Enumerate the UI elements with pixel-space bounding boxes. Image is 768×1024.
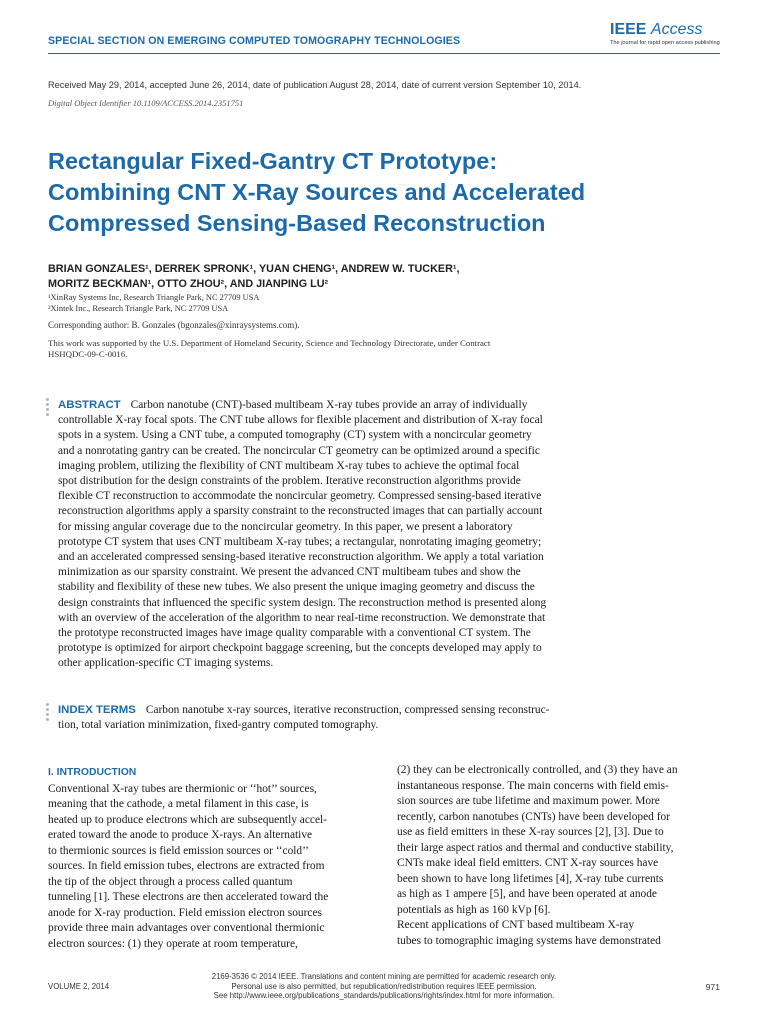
body-line: sources. In field emission tubes, electrons are extracted from <box>48 860 325 872</box>
abstract-line: with an overview of the acceleration of the algorithm to near real-time reconstruction. We demonstrate that <box>58 611 546 624</box>
body-line: potentials as high as 160 kVp [6]. <box>397 903 551 916</box>
body-line: their large aspect ratios and thermal and conductive stability, <box>397 841 674 854</box>
abstract-heading: ABSTRACT <box>58 399 121 411</box>
abstract-line: minimization as our sparsity constraint. We present the advanced CNT multibeam tubes and show the <box>58 566 521 579</box>
abstract-line: reconstruction algorithms apply a sparsity constraint to the reconstructed images that can partially account <box>58 505 543 518</box>
affiliation: ²Xintek Inc., Research Triangle Park, NC 27709 USA <box>48 303 229 313</box>
abstract-line: spots in a system. Using a CNT tube, a computed tomography (CT) system with a noncircular geometry <box>58 429 532 442</box>
body-line: to thermionic sources is field emission sources or ‘‘cold’’ <box>48 844 309 857</box>
abstract-line: prototype is optimized for airport checkpoint baggage screening, but the concepts developed may apply to <box>58 642 542 655</box>
journal-tagline: The journal for rapid open access publishing <box>610 40 720 46</box>
body-line: CNTs make ideal field emitters. CNT X-ray sources have <box>397 857 659 869</box>
body-line: Conventional X-ray tubes are thermionic or ‘‘hot’’ sources, <box>48 782 317 795</box>
funding-note <box>48 338 648 361</box>
header-divider <box>48 53 720 54</box>
abstract-line: the prototype reconstructed images have image quality comparable with a conventional CT system. The <box>58 627 531 640</box>
body-line: heated up to produce electrons which are subsequently accel- <box>48 813 327 826</box>
body-line: been shown to have long lifetimes [4], X-ray tube currents <box>397 872 664 885</box>
journal-brand: IEEE Access <box>610 21 703 38</box>
abstract-line: imaging problem, utilizing the flexibility of CNT multibeam X-ray tubes to achieve the optimal focal <box>58 459 520 472</box>
abstract-line: flexible CT reconstruction to accommodate the noncircular geometry. Compressed sensing-based iterative <box>58 490 542 503</box>
body-line: tunneling [1]. These electrons are then accelerated toward the <box>48 891 329 903</box>
index-terms-marker-icon <box>46 703 52 723</box>
affiliations <box>48 293 259 314</box>
body-line: erated toward the anode to produce X-rays. An alternative <box>48 829 313 841</box>
title-line: Compressed Sensing-Based Reconstruction <box>48 210 546 236</box>
abstract-line: and an accelerated compressed sensing-based iterative reconstruction algorithm. We apply a total variation <box>58 551 544 564</box>
section-heading-introduction: I. INTRODUCTION <box>48 767 137 778</box>
body-line: recently, carbon nanotubes (CNTs) have been developed for <box>397 810 670 823</box>
abstract-line: and a nonrotating gantry can be created. The noncircular CT geometry can be optimized around a specific <box>58 444 540 457</box>
body-line: meaning that the cathode, a metal filament in this case, is <box>48 798 309 810</box>
abstract-line: controllable X-ray focal spots. The CNT tube allows for flexible placement and distribution of X-ray focal <box>58 414 543 427</box>
copyright-line: Personal use is also permitted, but republication/redistribution requires IEEE permission. <box>231 981 537 991</box>
body-line: as high as 1 ampere [5], and have been operated at anode <box>397 888 657 900</box>
abstract-line: stability and flexibility of these new tubes. We also present the unique imaging geometry and discuss the <box>58 581 535 594</box>
body-line: anode for X-ray production. Field emission electron sources <box>48 906 322 919</box>
body-line: the tip of the object through a process called quantum <box>48 875 293 888</box>
body-line: (2) they can be electronically controlled, and (3) they have an <box>397 764 678 776</box>
journal-logo <box>610 22 720 46</box>
body-line: sion sources are tube lifetime and maximum power. More <box>397 795 660 807</box>
author-list <box>48 262 728 291</box>
intro-left-column <box>48 765 373 952</box>
abstract-line: prototype CT system that uses CNT multibeam X-ray tubes; a rectangular, nonrotating imaging geometry; <box>58 535 542 548</box>
index-terms-line: INDEX TERMS Carbon nanotube x-ray sources, iterative reconstruction, compressed sensing reconstruc- <box>58 704 550 716</box>
index-terms-line: tion, total variation minimization, fixed-gantry computed tomography. <box>58 719 379 732</box>
body-line: tubes to tomographic imaging systems have demonstrated <box>397 934 661 947</box>
abstract-line: for missing angular coverage due to the noncircular geometry. In this paper, we present a laboratory <box>58 520 513 533</box>
abstract-line: other application-specific CT imaging systems. <box>58 657 274 670</box>
title-line: Combining CNT X-Ray Sources and Accelerated <box>48 179 586 205</box>
copyright-line: 2169-3536 © 2014 IEEE. Translations and content mining are permitted for academic research only. <box>211 972 557 981</box>
special-section-header: SPECIAL SECTION ON EMERGING COMPUTED TOMOGRAPHY TECHNOLOGIES <box>48 35 461 47</box>
abstract <box>58 398 628 672</box>
intro-right-column <box>397 763 722 949</box>
copyright-line: See http://www.ieee.org/publications_standards/publications/rights/index.html for more information. <box>213 991 555 1001</box>
index-terms <box>58 703 628 733</box>
abstract-line: design constraints that influenced the specific system design. The reconstruction method is presented along <box>58 596 547 609</box>
doi: Digital Object Identifier 10.1109/ACCESS.2014.2351751 <box>48 98 244 108</box>
affiliation: ¹XinRay Systems Inc, Research Triangle Park, NC 27709 USA <box>48 293 260 302</box>
volume-label: VOLUME 2, 2014 <box>48 982 110 991</box>
index-terms-heading: INDEX TERMS <box>58 704 136 716</box>
body-line: provide three main advantages over conventional thermionic <box>48 922 325 934</box>
page-number: 971 <box>705 982 720 992</box>
corresponding-author: Corresponding author: B. Gonzales (bgonzales@xinraysystems.com). <box>48 320 300 330</box>
paper-title <box>48 146 688 239</box>
received-dates: Received May 29, 2014, accepted June 26, 2014, date of publication August 28, 2014, date of current version September 10, 2014. <box>48 80 582 90</box>
title-line: Rectangular Fixed-Gantry CT Prototype: <box>48 148 498 174</box>
funding-line: HSHQDC-09-C-0016. <box>48 349 128 360</box>
abstract-marker-icon <box>46 398 52 418</box>
body-line: instantaneous response. The main concerns with field emis- <box>397 779 669 792</box>
body-line: electron sources: (1) they operate at room temperature, <box>48 937 298 950</box>
abstract-line: ABSTRACT Carbon nanotube (CNT)-based multibeam X-ray tubes provide an array of individually <box>58 399 528 411</box>
copyright-notice <box>180 972 588 1001</box>
body-line: Recent applications of CNT based multibeam X-ray <box>397 919 635 931</box>
body-line: use as field emitters in these X-ray sources [2], [3]. Due to <box>397 826 664 838</box>
funding-line: This work was supported by the U.S. Department of Homeland Security, Science and Technology Directorate, under Contract <box>48 338 491 348</box>
author-line: BRIAN GONZALES¹, DERREK SPRONK¹, YUAN CHENG¹, ANDREW W. TUCKER¹, <box>48 263 460 275</box>
author-line: MORITZ BECKMAN¹, OTTO ZHOU², AND JIANPING LU² <box>48 277 329 290</box>
abstract-line: spot distribution for the design constraints of the problem. Iterative reconstruction algorithms provide <box>58 475 521 488</box>
